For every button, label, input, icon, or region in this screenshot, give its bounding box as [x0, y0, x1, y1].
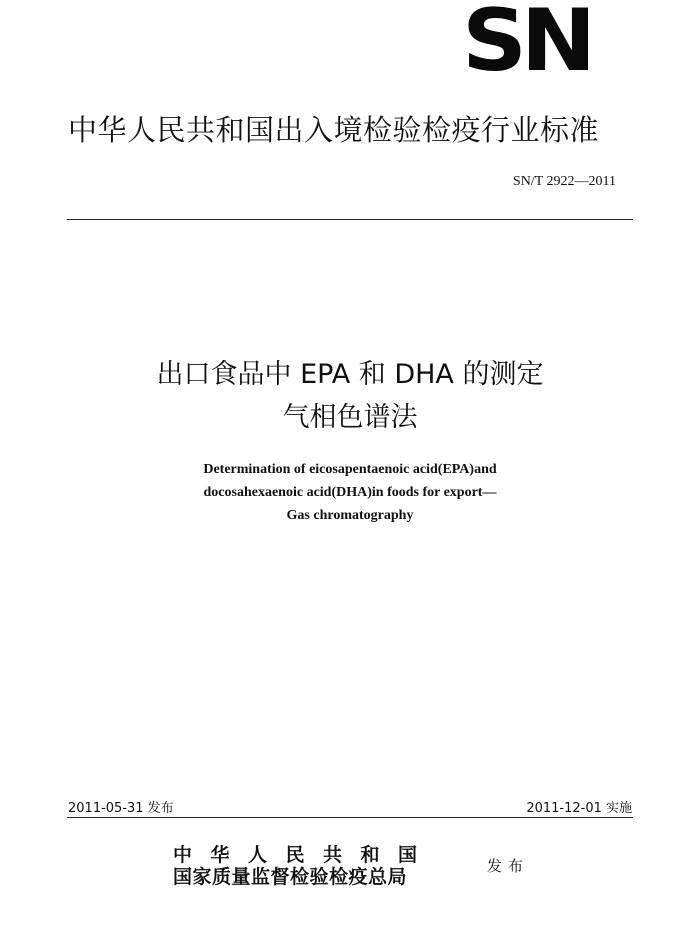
standard-number: SN/T 2922—2011 [512, 174, 616, 189]
bottom-divider [67, 817, 633, 818]
sn-logo: SN [462, 6, 591, 76]
implementation-date: 2011-12-01 实施 [526, 801, 632, 816]
english-title [0, 458, 700, 527]
top-divider [67, 219, 633, 220]
chinese-title-line-2: 气相色谱法 [282, 402, 418, 433]
issue-date: 2011-05-31 发布 [68, 801, 174, 816]
english-title-line-3: Gas chromatography [286, 508, 414, 523]
english-title-line-2: docosahexaenoic acid(DHA)in foods for export— [203, 485, 497, 500]
industry-standard-title: 中华人民共和国出入境检验检疫行业标准 [68, 113, 600, 147]
issuer-line-1: 中华人民共和国 [173, 844, 436, 866]
issuer-line-2: 国家质量监督检验检疫总局 [173, 866, 408, 888]
issuing-authority [173, 844, 473, 888]
chinese-title-line-1: 出口食品中 EPA 和 DHA 的测定 [156, 359, 544, 390]
issue-action-label: 发布 [487, 857, 530, 875]
english-title-line-1: Determination of eicosapentaenoic acid(EPA)and [203, 462, 497, 477]
